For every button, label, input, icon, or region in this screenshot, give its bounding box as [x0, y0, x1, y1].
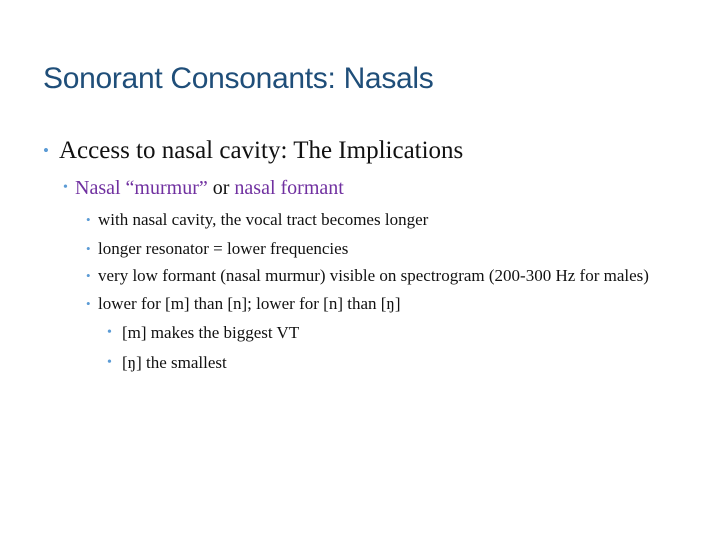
bullet-text: [ŋ] the smallest: [122, 353, 227, 372]
connector-text: or: [207, 177, 235, 199]
bullet-level3: [43, 265, 693, 287]
bullet-level3: [43, 207, 693, 232]
bullet-text: longer resonator = lower frequencies: [98, 239, 349, 258]
bullet-icon: •: [86, 212, 91, 227]
bullet-icon: •: [63, 180, 68, 195]
bullet-level3: [43, 291, 693, 316]
bullet-text: [m] makes the biggest VT: [122, 323, 300, 342]
bullet-text: very low formant (nasal murmur) visible on spectrogram (200-300 Hz for males): [98, 266, 649, 285]
bullet-level2: [43, 173, 693, 203]
bullet-level4: [43, 350, 693, 376]
bullet-icon: •: [86, 296, 91, 311]
nasal-murmur-term: Nasal “murmur”: [75, 177, 208, 199]
bullet-level4: [43, 320, 693, 346]
bullet-level3: [43, 236, 693, 261]
bullet-text: lower for [m] than [n]; lower for [n] than [ŋ]: [98, 294, 401, 313]
slide-body: [43, 134, 693, 376]
bullet-icon: •: [107, 325, 112, 340]
top-bar: [0, 0, 720, 28]
slide-title: Sonorant Consonants: Nasals: [43, 62, 434, 95]
bullet-text: Access to nasal cavity: The Implications: [59, 137, 464, 164]
bullet-level1: [43, 134, 693, 168]
bullet-icon: •: [107, 355, 112, 370]
nasal-formant-term: nasal formant: [234, 177, 344, 199]
bullet-icon: •: [43, 141, 49, 160]
bullet-icon: •: [86, 241, 91, 256]
bullet-icon: •: [86, 268, 91, 283]
bullet-text: with nasal cavity, the vocal tract becomes longer: [98, 210, 429, 229]
